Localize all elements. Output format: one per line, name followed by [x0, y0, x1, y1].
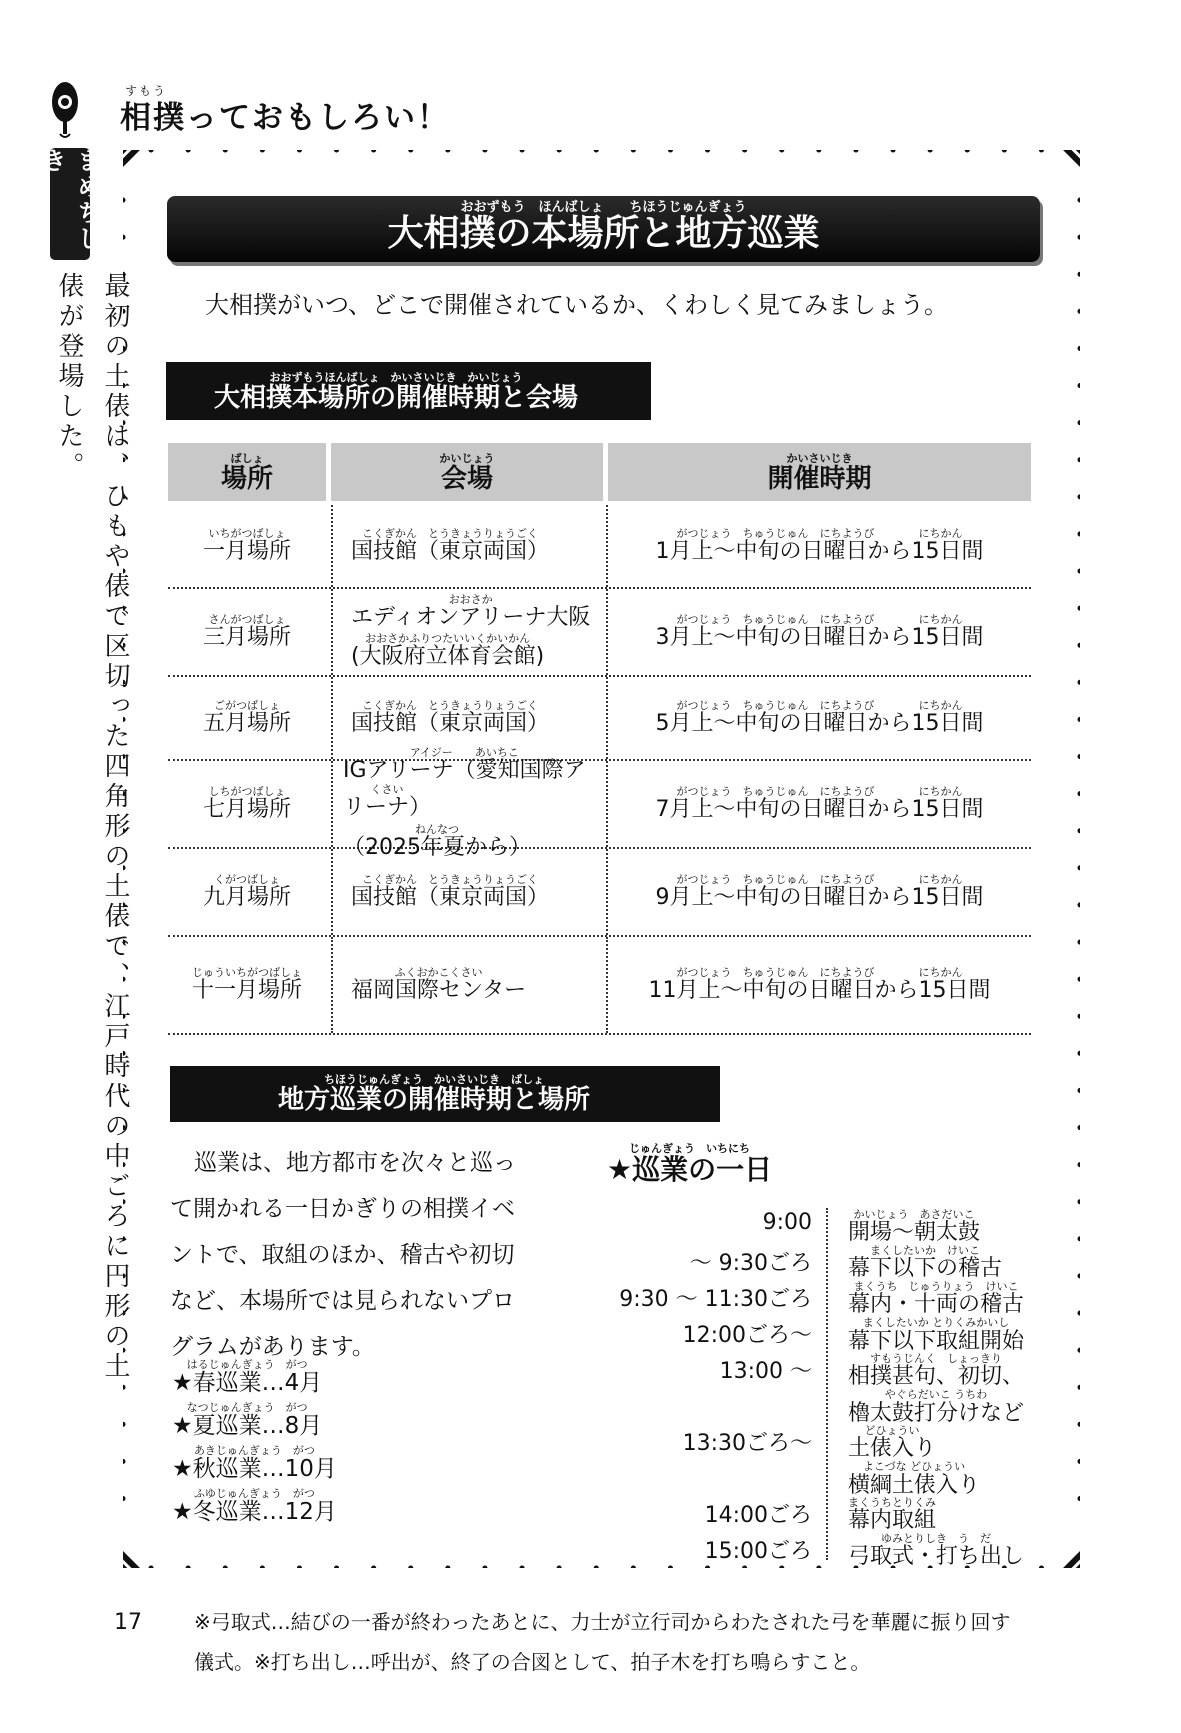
footnote [194, 1602, 1094, 1682]
schedule-row: 15:00ごろ 弓取式・打ち出しゆみとりしき う だ [704, 1532, 1025, 1569]
header-title: 相撲っておもしろい！ [120, 100, 450, 136]
text-line: て開かれる一日かぎりの相撲イベ [170, 1196, 515, 1222]
table-row: 五月場所ごがつばしょ 国技館（東京両国）こくぎかん とうきょうりょうごく 5月上～中旬の日曜日から15日間がつじょう ちゅうじゅん にちようび にちかん [168, 677, 1031, 761]
schedule-event: 幕下以下取組開始 [848, 1329, 1025, 1354]
schedule-row: 9:30 ～ 11:30ごろ 幕内・十両の稽古まくうち じゅうりょう けいこ [619, 1280, 1025, 1317]
schedule-time: 12:00ごろ～ [682, 1323, 812, 1348]
schedule-row: 9:00 開場～朝太鼓かいじょう あさだいこ [762, 1208, 981, 1245]
table-row: 一月場所いちがつばしょ 国技館（東京両国）こくぎかん とうきょうりょうごく 1月上～中旬の日曜日から15日間がつじょう ちゅうじゅん にちようび にちかん [168, 505, 1031, 589]
basho-name: 十一月場所 [191, 978, 302, 1003]
table-row: 十一月場所じゅういちがつばしょ 福岡国際センターふくおかこくさい 11月上～中旬の日曜日から15日間がつじょう ちゅうじゅん にちようび にちかん [168, 937, 1031, 1035]
schedule-event: 幕内取組 [848, 1508, 937, 1533]
schedule-time: 13:30ごろ～ [682, 1431, 812, 1456]
schedule-time: 14:00ごろ [704, 1503, 812, 1528]
season-item: ★秋巡業…10月 [172, 1456, 337, 1482]
schedule-time: 15:00ごろ [704, 1539, 812, 1564]
venue-name: 福岡国際センター [351, 978, 527, 1003]
text-line: 巡業は、地方都市を次々と巡っ [194, 1150, 516, 1176]
sidebar-note: 最初の土俵は、ひもや俵で区切った四角形の土俵で、江戸時代の中ごろに円形の土俵が登場した。 [54, 272, 130, 1382]
venue-name: 国技館（東京両国） [351, 885, 550, 910]
venue-name: エディオンアリーナ大阪 [351, 605, 591, 630]
text-line: ントで、取組のほか、稽古や初切 [170, 1242, 515, 1268]
period-text: 3月上～中旬の日曜日から15日間 [655, 625, 984, 650]
schedule-event: 横綱土俵入り [848, 1473, 981, 1498]
gyoji-fan-logo-icon [50, 80, 80, 140]
main-banner [167, 196, 1040, 262]
schedule-time: 13:00 ～ [719, 1359, 812, 1384]
venue-name: 国技館（東京両国） [351, 711, 550, 736]
column-header-period: 開催時期かいさいじき [608, 443, 1031, 501]
period-text: 7月上～中旬の日曜日から15日間 [655, 797, 984, 822]
footnote-line: ※弓取式…結びの一番が終わったあとに、力士が立行司からわたされた弓を華麗に振り回す [194, 1610, 1011, 1634]
schedule-event: 櫓太鼓打分けなど [848, 1401, 1025, 1426]
header-title-ruby: すもう [125, 84, 168, 98]
venue-name: IGアリーナ（愛知国際アリーナ） [343, 757, 586, 820]
table-row: 三月場所さんがつばしょ エディオンアリーナ大阪おおさか (大阪府立体育会館)おおさかふりつたいいくかいかん 3月上～中旬の日曜日から15日間がつじょう ちゅうじゅん にちようび にちかん [168, 589, 1031, 677]
basho-name: 一月場所 [202, 539, 291, 564]
venue-subname: (大阪府立体育会館) [351, 644, 545, 669]
section1-title-ruby: おおずもうほんばしょ かいさいじき かいじょう [214, 371, 578, 384]
season-item: ★冬巡業…12月 [172, 1499, 337, 1525]
text-line: グラムがあります。 [170, 1334, 375, 1360]
schedule-row: 14:00ごろ 幕内取組まくうちとりくみ [704, 1496, 937, 1533]
column-header-venue: 会場かいじょう [331, 443, 603, 501]
schedule-time: 9:00 [762, 1210, 812, 1235]
period-text: 9月上～中旬の日曜日から15日間 [655, 885, 984, 910]
junkyo-description [170, 1140, 560, 1370]
period-text: 11月上～中旬の日曜日から15日間 [648, 978, 991, 1003]
footnote-line: 儀式。※打ち出し…呼出が、終了の合図として、拍子木を打ち鳴らすこと。 [194, 1650, 871, 1674]
schedule-row: 横綱土俵入りよこづな どひょうい [848, 1460, 981, 1498]
section1-heading [166, 362, 651, 420]
basho-name: 三月場所 [202, 625, 291, 650]
table-row: 九月場所くがつばしょ 国技館（東京両国）こくぎかん とうきょうりょうごく 9月上～中旬の日曜日から15日間がつじょう ちゅうじゅん にちようび にちかん [168, 849, 1031, 937]
table-row: 七月場所しちがつばしょ IGアリーナ（愛知国際アリーナ）アイジー あいちこくさい （2025年夏から）ねんなつ 7月上～中旬の日曜日から15日間がつじょう ちゅうじゅん にちようび にちかん [168, 761, 1031, 849]
schedule-row: 13:00 ～ 相撲甚句、初切、すもうじんく しょっきり [719, 1352, 1025, 1389]
schedule-event: 幕下以下の稽古 [848, 1256, 1003, 1281]
schedule-event: 土俵入り [848, 1436, 937, 1461]
section2-title-ruby: ちほうじゅんぎょう かいさいじき ばしょ [278, 1073, 590, 1086]
column-header-basho: 場所ばしょ [168, 443, 326, 501]
season-list: ★春巡業…4月はるじゅんぎょう がつ ★夏巡業…8月なつじゅんぎょう がつ ★秋巡業…10月あきじゅんぎょう がつ ★冬巡業…12月ふゆじゅんぎょう がつ [172, 1358, 337, 1525]
schedule-row: 13:30ごろ～ 土俵入りどひょうい [682, 1424, 937, 1461]
venue-subname: （2025年夏から） [343, 834, 531, 860]
schedule-event: 開場～朝太鼓 [848, 1220, 981, 1245]
schedule-row: ～ 9:30ごろ 幕下以下の稽古まくしたいか けいこ [689, 1244, 1003, 1281]
intro-text: 大相撲がいつ、どこで開催されているか、くわしく見てみましょう。 [205, 291, 949, 319]
period-text: 1月上～中旬の日曜日から15日間 [655, 539, 984, 564]
schedule-row: 櫓太鼓打分けなどやぐらだいこ うちわ [848, 1388, 1025, 1426]
basho-name: 五月場所 [202, 711, 291, 736]
basho-table [168, 443, 1031, 1037]
period-text: 5月上～中旬の日曜日から15日間 [655, 711, 984, 736]
section1-title: 大相撲本場所の開催時期と会場 [214, 383, 579, 413]
banner-title: 大相撲の本場所と地方巡業 [387, 213, 820, 254]
basho-name: 七月場所 [202, 797, 291, 822]
sidebar-label: まめちしき [50, 148, 90, 260]
text-line: など、本場所では見られないプロ [170, 1288, 515, 1314]
section2-title: 地方巡業の開催時期と場所 [278, 1085, 591, 1115]
schedule-time: ～ 9:30ごろ [689, 1251, 812, 1276]
season-item: ★春巡業…4月 [172, 1370, 323, 1396]
day-schedule-title: ★巡業の一日じゅんぎょう いちにち [607, 1142, 773, 1186]
schedule-row: 12:00ごろ～ 幕下以下取組開始まくしたいか とりくみかいし [682, 1316, 1025, 1354]
schedule-event: 相撲甚句、初切、 [848, 1364, 1025, 1389]
schedule-time: 9:30 ～ 11:30ごろ [619, 1287, 812, 1312]
page-number: 17 [114, 1610, 142, 1635]
basho-name: 九月場所 [202, 885, 291, 910]
schedule-event: 弓取式・打ち出し [848, 1544, 1025, 1569]
venue-name: 国技館（東京両国） [351, 539, 550, 564]
season-item: ★夏巡業…8月 [172, 1413, 323, 1439]
section2-heading [170, 1066, 720, 1122]
banner-title-ruby: おおずもう ほんばしょ ちほうじゅんぎょう [387, 200, 820, 215]
schedule-event: 幕内・十両の稽古 [848, 1292, 1025, 1317]
